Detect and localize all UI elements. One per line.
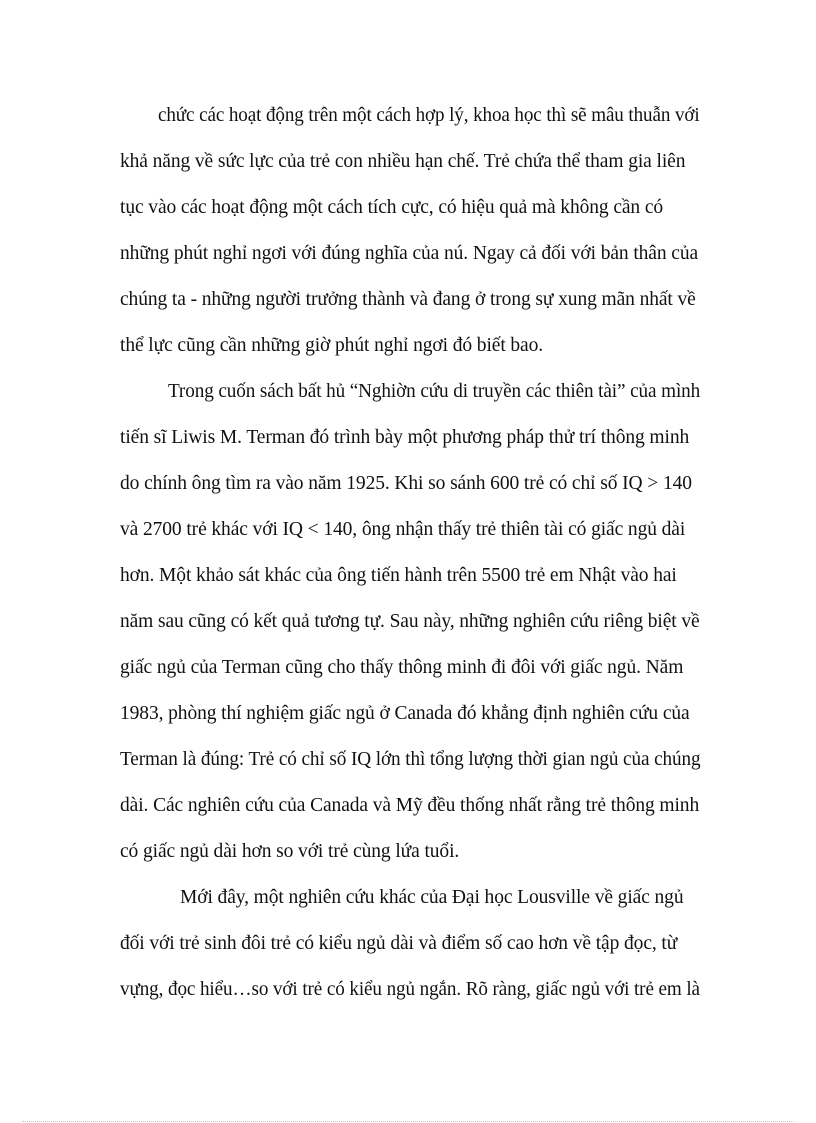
text-line: đối với trẻ sinh đôi trẻ có kiểu ngủ dài và điểm số cao hơn về tập đọc, từ — [120, 933, 678, 954]
text-line: do chính ông tìm ra vào năm 1925. Khi so sánh 600 trẻ có chỉ số IQ > 140 — [120, 473, 692, 494]
text-line: và 2700 trẻ khác với IQ < 140, ông nhận thấy trẻ thiên tài có giấc ngủ dài — [120, 519, 686, 540]
text-line: những phút nghỉ ngơi với đúng nghĩa của nú. Ngay cả đối với bản thân của — [120, 243, 699, 264]
text-line: tiến sĩ Liwis M. Terman đó trình bày một phương pháp thử trí thông minh — [120, 427, 690, 448]
text-line: hơn. Một khảo sát khác của ông tiến hành trên 5500 trẻ em Nhật vào hai — [120, 565, 677, 586]
text-line: năm sau cũng có kết quả tương tự. Sau này, những nghiên cứu riêng biệt về — [120, 611, 700, 632]
text-line: chúng ta - những người trưởng thành và đang ở trong sự xung mãn nhất về — [120, 289, 696, 310]
text-line: Mới đây, một nghiên cứu khác của Đại học Lousville về giấc ngủ — [180, 887, 684, 908]
text-line: Trong cuốn sách bất hủ “Nghiờn cứu di truyền các thiên tài” của mình — [168, 381, 701, 402]
text-line: khả năng về sức lực của trẻ con nhiều hạn chế. Trẻ chứa thể tham gia liên — [120, 151, 686, 172]
text-line: 1983, phòng thí nghiệm giấc ngủ ở Canada đó khẳng định nghiên cứu của — [120, 703, 690, 724]
text-line: có giấc ngủ dài hơn so với trẻ cùng lứa tuổi. — [120, 841, 460, 862]
text-line: giấc ngủ của Terman cũng cho thấy thông minh đi đôi với giấc ngủ. Năm — [120, 657, 684, 678]
text-line: dài. Các nghiên cứu của Canada và Mỹ đều thống nhất rằng trẻ thông minh — [120, 795, 700, 816]
text-line: Terman là đúng: Trẻ có chỉ số IQ lớn thì tổng lượng thời gian ngủ của chúng — [120, 749, 701, 770]
text-line: tục vào các hoạt động một cách tích cực, có hiệu quả mà không cần có — [120, 197, 664, 218]
page-bottom-divider — [22, 1121, 794, 1122]
text-line: thể lực cũng cần những giờ phút nghỉ ngơi đó biết bao. — [120, 335, 544, 356]
text-line: vựng, đọc hiểu…so với trẻ có kiểu ngủ ngắn. Rõ ràng, giấc ngủ với trẻ em là — [120, 979, 700, 1000]
text-line: chức các hoạt động trên một cách hợp lý, khoa học thì sẽ mâu thuẫn với — [158, 105, 700, 126]
